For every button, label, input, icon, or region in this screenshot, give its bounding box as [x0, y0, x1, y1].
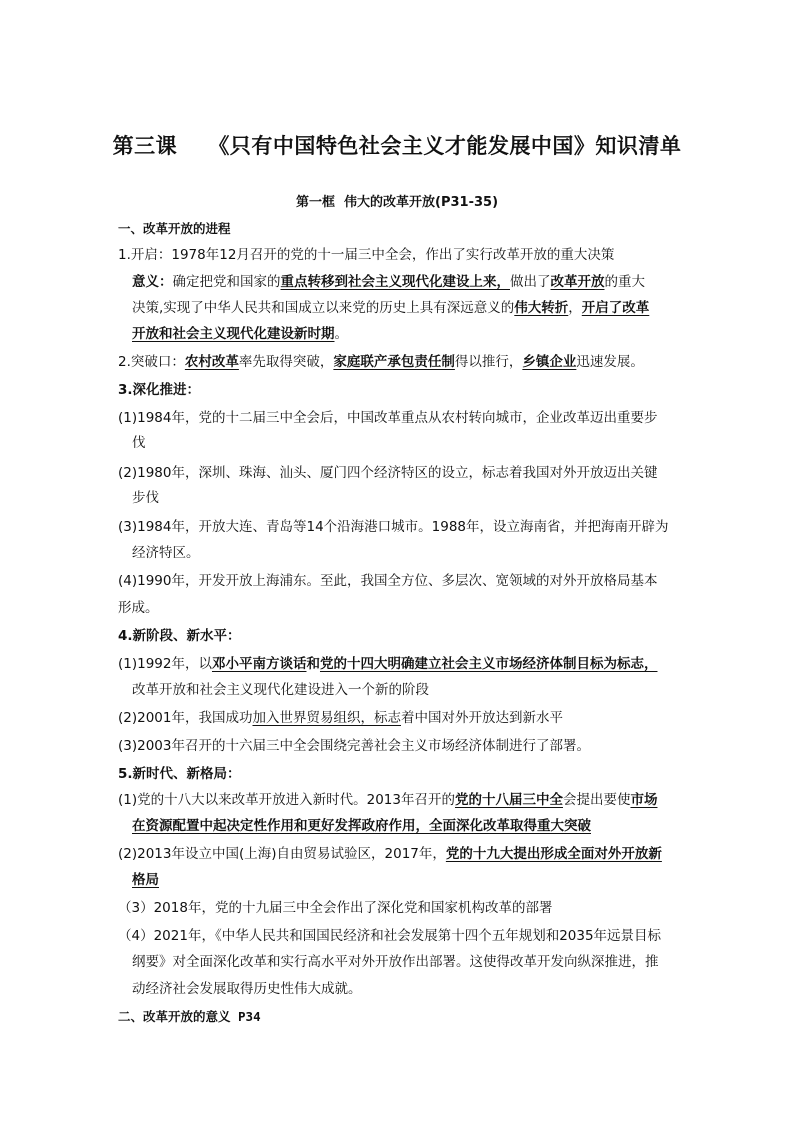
list-item: [118, 844, 662, 864]
text-span: 做出了: [510, 274, 551, 290]
list-item: [132, 816, 591, 836]
text-span: 率先取得突破，: [238, 354, 334, 370]
list-item: (1)1984年，党的十二届三中全会后，中国改革重点从农村转向城市，企业改革迈出重要步: [118, 410, 658, 426]
text-span: 确定把党和国家的: [172, 274, 281, 290]
text-span: 得以推行，: [454, 354, 523, 370]
breakthrough-line: [118, 352, 644, 372]
key-term: 乡镇企业: [522, 354, 577, 370]
list-item: (2)1980年，深圳、珠海、汕头、厦门四个经济特区的设立，标志着我国对外开放迈出关键: [118, 465, 658, 481]
text-span: 的重大: [604, 274, 645, 290]
key-term: 伟大转折: [514, 300, 569, 316]
significance-line-2: [132, 298, 649, 318]
text-span: (2)2001年，我国成功: [118, 710, 253, 726]
key-term: 党的十九大提出形成全面对外开放新: [445, 846, 662, 862]
key-term: 在资源配置中起决定性作用和更好发挥政府作用，全面深化改革取得重大突破: [132, 818, 591, 834]
significance-label: 意义：: [132, 274, 173, 290]
section-heading-process: 一、改革开放的进程: [118, 221, 231, 236]
key-term: 农村改革: [184, 354, 239, 370]
text-span: 决策,实现了中华人民共和国成立以来党的历史上具有深远意义的: [132, 300, 515, 316]
lesson-subtitle: 第一框 伟大的改革开放(P31-35): [295, 195, 499, 210]
text-span: (2)2013年设立中国(上海)自由贸易试验区，2017年，: [118, 846, 446, 862]
text-span: ，: [568, 300, 582, 316]
text-span: 会提出要使: [562, 792, 631, 808]
key-term: 邓小平南方谈话: [211, 656, 307, 672]
key-term: 格局: [132, 872, 159, 888]
key-term: 市场: [630, 792, 658, 808]
list-item: （3）2018年，党的十九届三中全会作出了深化党和国家机构改革的部署: [118, 900, 553, 916]
list-item: 形成。: [118, 600, 159, 616]
text-span: 。: [334, 326, 348, 342]
text-span: (1)党的十八大以来改革开放进入新时代。2013年召开的: [118, 792, 455, 808]
list-item: 经济特区。: [132, 545, 200, 561]
key-term: 党的十八届三中全: [454, 792, 563, 808]
significance-line-1: [132, 272, 645, 292]
text-span: 和: [306, 656, 320, 672]
list-item: [118, 790, 657, 810]
kaiqi-line: 1.开启：1978年12月召开的党的十一届三中全会，作出了实行改革开放的重大决策: [118, 247, 615, 263]
new-stage-heading: 4.新阶段、新水平：: [118, 628, 241, 644]
text-span: 着中国对外开放达到新水平: [400, 710, 563, 726]
list-item: [132, 870, 159, 890]
list-item: (3)2003年召开的十六届三中全会围绕完善社会主义市场经济体制进行了部署。: [118, 738, 590, 754]
text-span: 2.突破口：: [118, 354, 185, 370]
key-term: 加入世界贸易组织，标志: [252, 710, 401, 726]
list-item: 纲要》对全面深化改革和实行高水平对外开放作出部署。这使得改革开发向纵深推进，推: [132, 954, 659, 970]
list-item: 动经济社会发展取得历史性伟大成就。: [132, 981, 362, 997]
list-item: 改革开放和社会主义现代化建设进入一个新的阶段: [132, 682, 429, 698]
deepen-heading: 3.深化推进：: [118, 382, 201, 398]
key-term: 开放和社会主义现代化建设新时期: [132, 326, 335, 342]
text-span: 迅速发展。: [576, 354, 644, 370]
new-era-heading: 5.新时代、新格局：: [118, 766, 241, 782]
list-item: (3)1984年，开放大连、青岛等14个沿海港口城市。1988年，设立海南省，并把海南开辟为: [118, 519, 669, 535]
key-term: 党的十四大明确建立社会主义市场经济体制目标为标志，: [319, 656, 658, 672]
section-heading-significance: 二、改革开放的意义 P34: [118, 1009, 261, 1024]
key-term: 改革开放: [550, 274, 605, 290]
key-term: 重点转移到社会主义现代化建设上来，: [280, 274, 510, 290]
list-item: 步伐: [132, 490, 159, 506]
key-term: 家庭联产承包责任制: [333, 354, 455, 370]
list-item: (4)1990年，开发开放上海浦东。至此，我国全方位、多层次、宽领域的对外开放格局基本: [118, 573, 658, 589]
significance-line-3: [132, 324, 348, 344]
key-term: 开启了改革: [581, 300, 650, 316]
list-item: 伐: [132, 435, 146, 451]
list-item: （4）2021年，《中华人民共和国国民经济和社会发展第十四个五年规划和2035年远景目标: [118, 928, 662, 944]
page-title: 第三课 《只有中国特色社会主义才能发展中国》知识清单: [112, 134, 682, 158]
text-span: (1)1992年，以: [118, 656, 212, 672]
list-item: [118, 708, 563, 728]
list-item: [118, 654, 657, 674]
